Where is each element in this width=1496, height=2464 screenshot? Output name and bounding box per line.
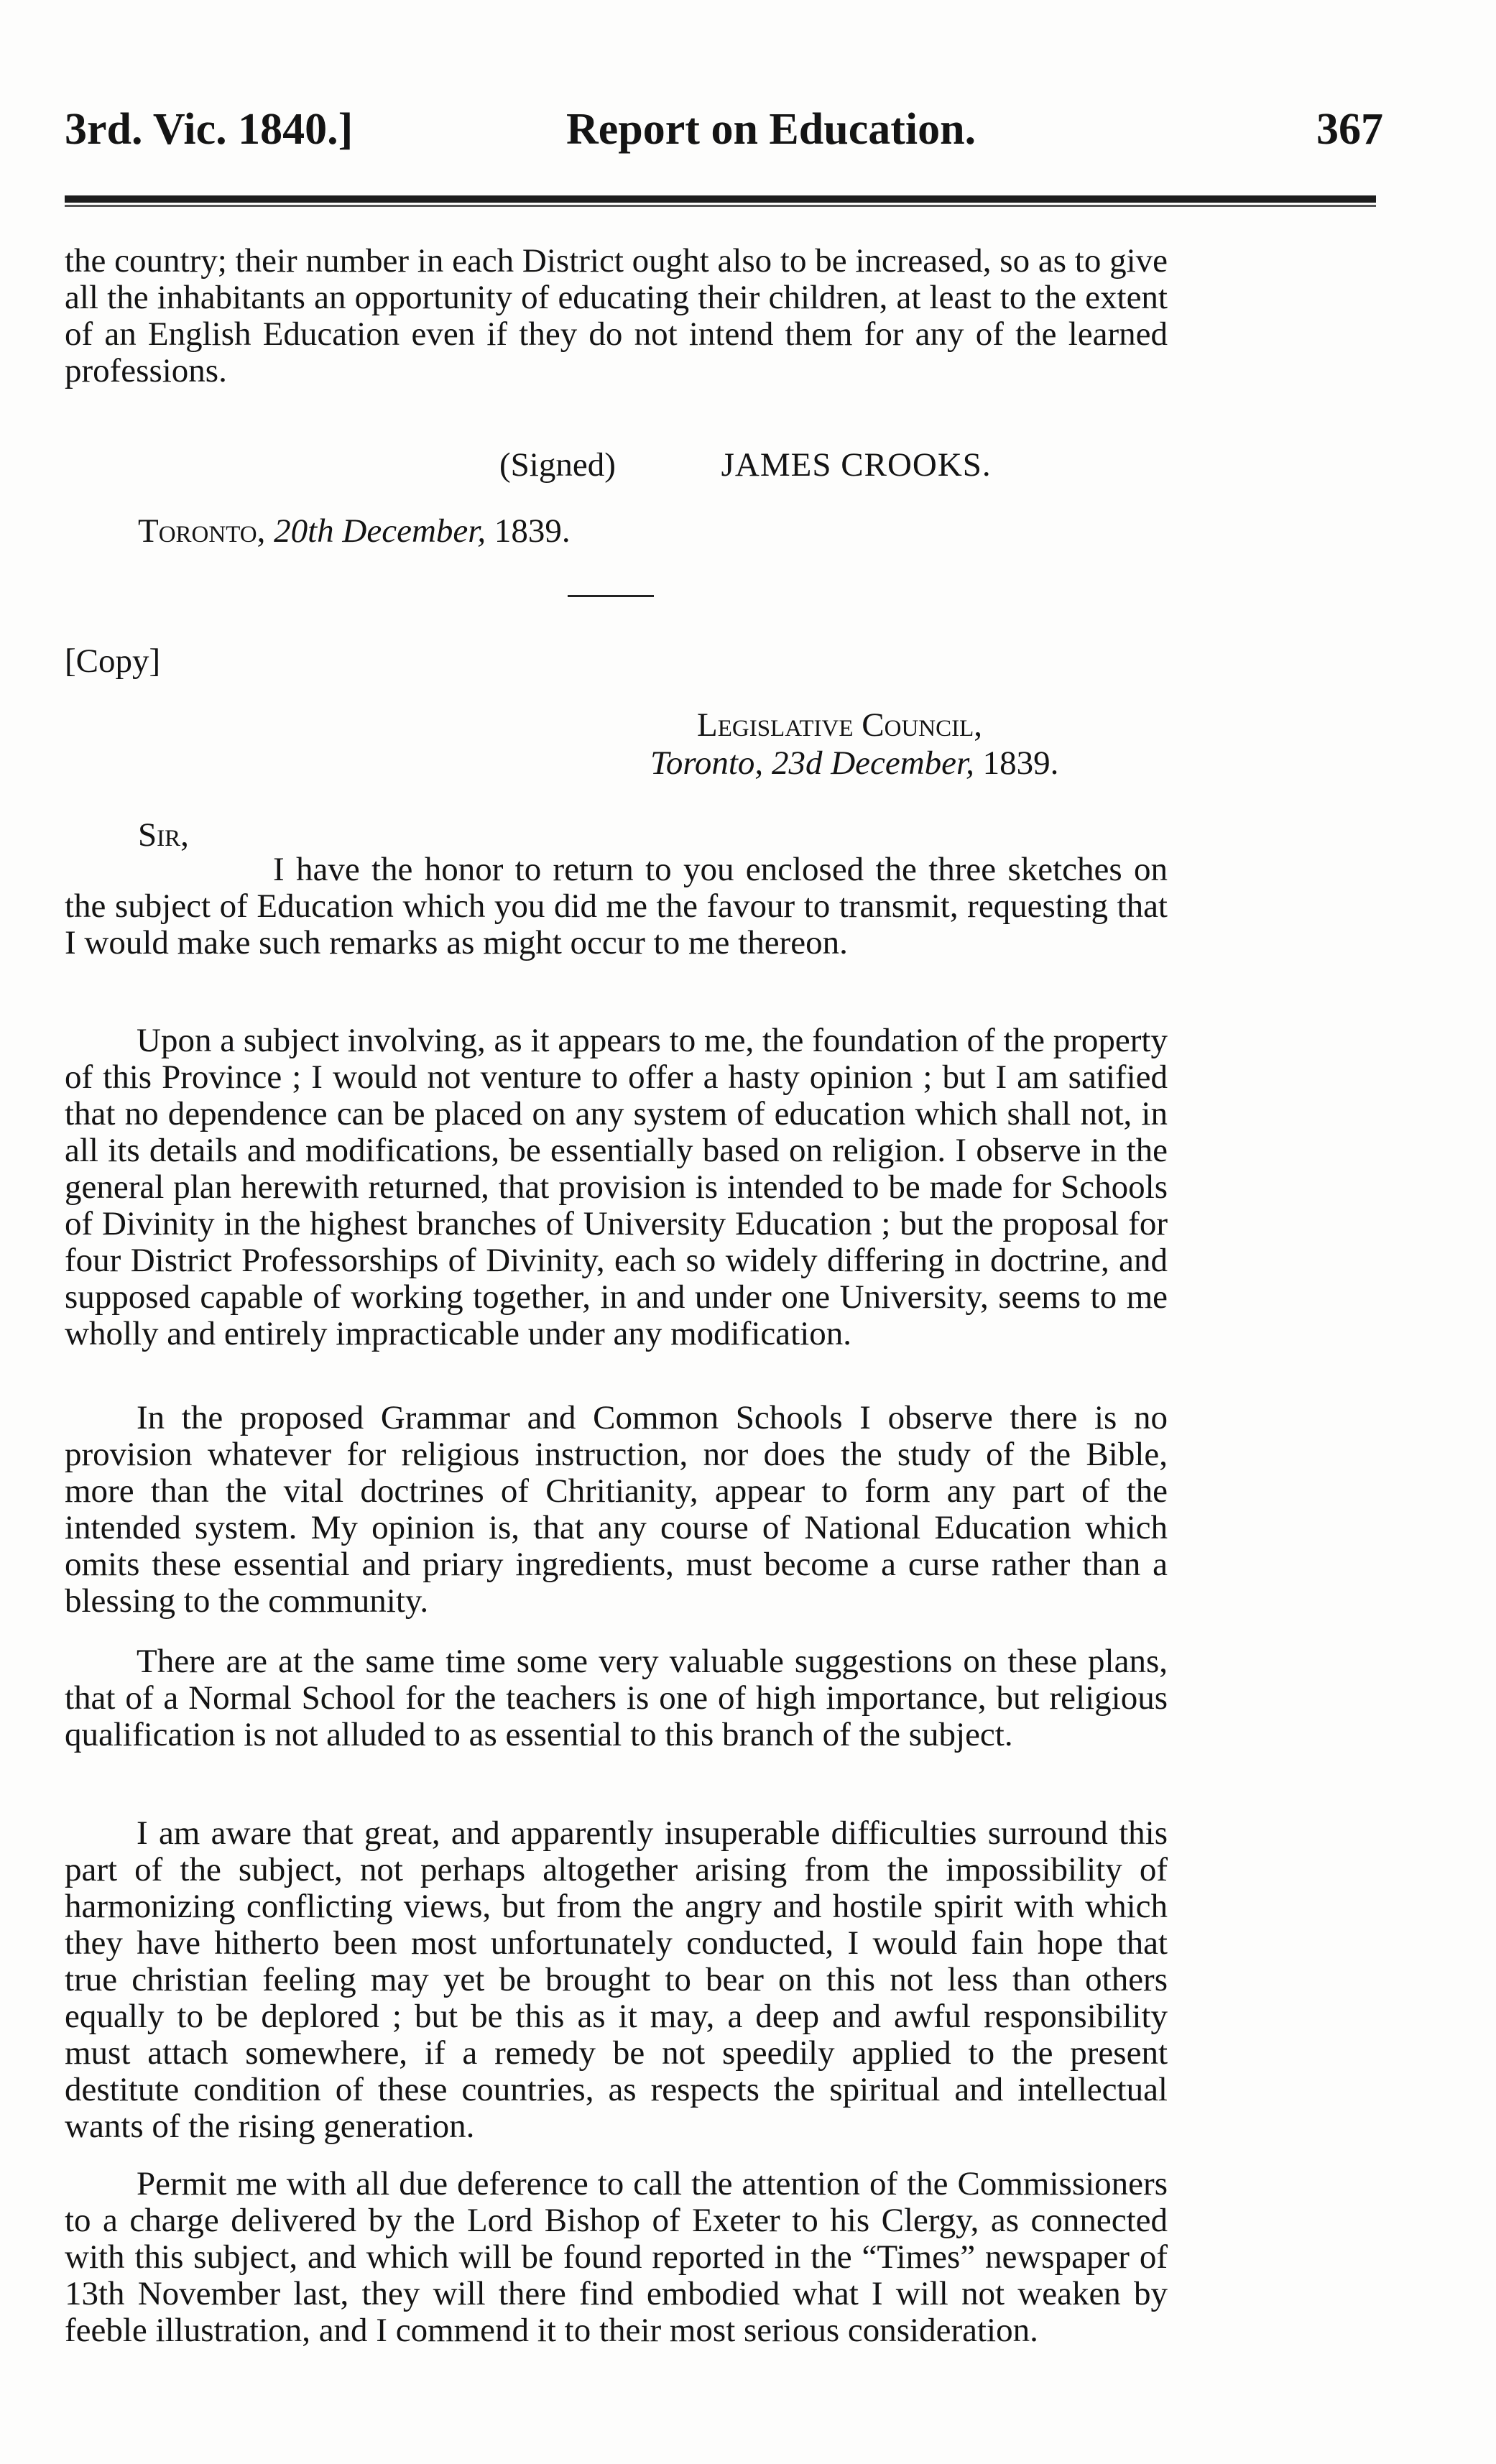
council-heading <box>697 706 982 744</box>
header-session: 3rd. Vic. 1840.] <box>65 105 354 154</box>
opening-paragraph: the country; their number in each District ought also to be increased, so as to give all the inhabitants an opportunity of educating their children, at least to the extent of an English Education even if they do not intend them for any of the learned professions. <box>65 242 1168 389</box>
paragraph-6: Permit me with all due deference to call the attention of the Commissioners to a charge delivered by the Lord Bishop of Exeter to his Clergy, as connected with this subject, and which will be found reported in the “Times” newspaper of 13th November last, they will there find embodied what I will not weaken by feeble illustration, and I commend it to their most serious consideration. <box>65 2165 1168 2349</box>
signature-line <box>499 446 992 484</box>
paragraph-3: In the proposed Grammar and Common Schools I observe there is no provision whatever for religious instruction, nor does the study of the Bible, more than the vital doctrines of Chritianity, appear to form any part of the intended system. My opinion is, that any course of National Education which omits these essential and priary ingredients, must become a curse rather than a blessing to the community. <box>65 1399 1168 1620</box>
date: 20th December, <box>274 512 486 550</box>
paragraph-5: I am aware that great, and apparently insuperable difficulties surround this part of the subject, not perhaps altogether arising from the impossibility of harmonizing conflicting views, but from the angry and hostile spirit with which they have hitherto been most unfortunately conducted, I would fain hope that true christian feeling may yet be brought to bear on this not less than others equally to be deplored ; but be this as it may, a deep and awful responsibility must attach somewhere, if a remedy be not speedily applied to the present destitute condition of these countries, as respects the spiritual and intellectual wants of the rising generation. <box>65 1814 1168 2145</box>
council-name: Legislative Council, <box>697 706 983 744</box>
year: 1839. <box>494 512 571 550</box>
place: Toronto, <box>138 512 266 550</box>
section-divider <box>568 595 654 597</box>
council-date-line <box>650 744 1058 783</box>
place-date-line <box>138 512 571 550</box>
running-header <box>65 104 1383 169</box>
copy-label: [Copy] <box>65 642 161 680</box>
paragraph-4: There are at the same time some very valuable suggestions on these plans, that of a Normal School for the teachers is one of high importance, but religious qualification is not alluded to as essential to this branch of the subject. <box>65 1643 1168 1753</box>
paragraph-2: Upon a subject involving, as it appears to me, the foundation of the property of this Province ; I would not venture to offer a hasty opinion ; but I am satified that no dependence can be placed on any system of education which shall not, in all its details and modifications, be essentially based on religion. I observe in the general plan herewith returned, that provision is intended to be made for Schools of Divinity in the highest branches of University Education ; but the proposal for four District Professorships of Divinity, each so widely differing in doctrine, and supposed capable of working together, in and under one University, seems to me wholly and entirely impracticable under any modification. <box>65 1022 1168 1352</box>
page-number: 367 <box>1316 105 1383 154</box>
paragraph-1: I have the honor to return to you enclosed the three sketches on the subject of Education which you did me the favour to transmit, requesting that I would make such remarks as might occur to me thereon. <box>65 851 1168 961</box>
council-year: 1839. <box>982 744 1059 782</box>
council-place: Toronto, <box>650 744 764 782</box>
header-rule-thin <box>65 205 1376 207</box>
council-date: 23d December, <box>771 744 974 782</box>
header-title: Report on Education. <box>566 105 976 154</box>
signed-label: (Signed) <box>499 446 616 484</box>
header-rule <box>65 195 1376 203</box>
signatory-name: JAMES CROOKS. <box>721 446 992 484</box>
salutation: Sir, <box>138 816 189 854</box>
